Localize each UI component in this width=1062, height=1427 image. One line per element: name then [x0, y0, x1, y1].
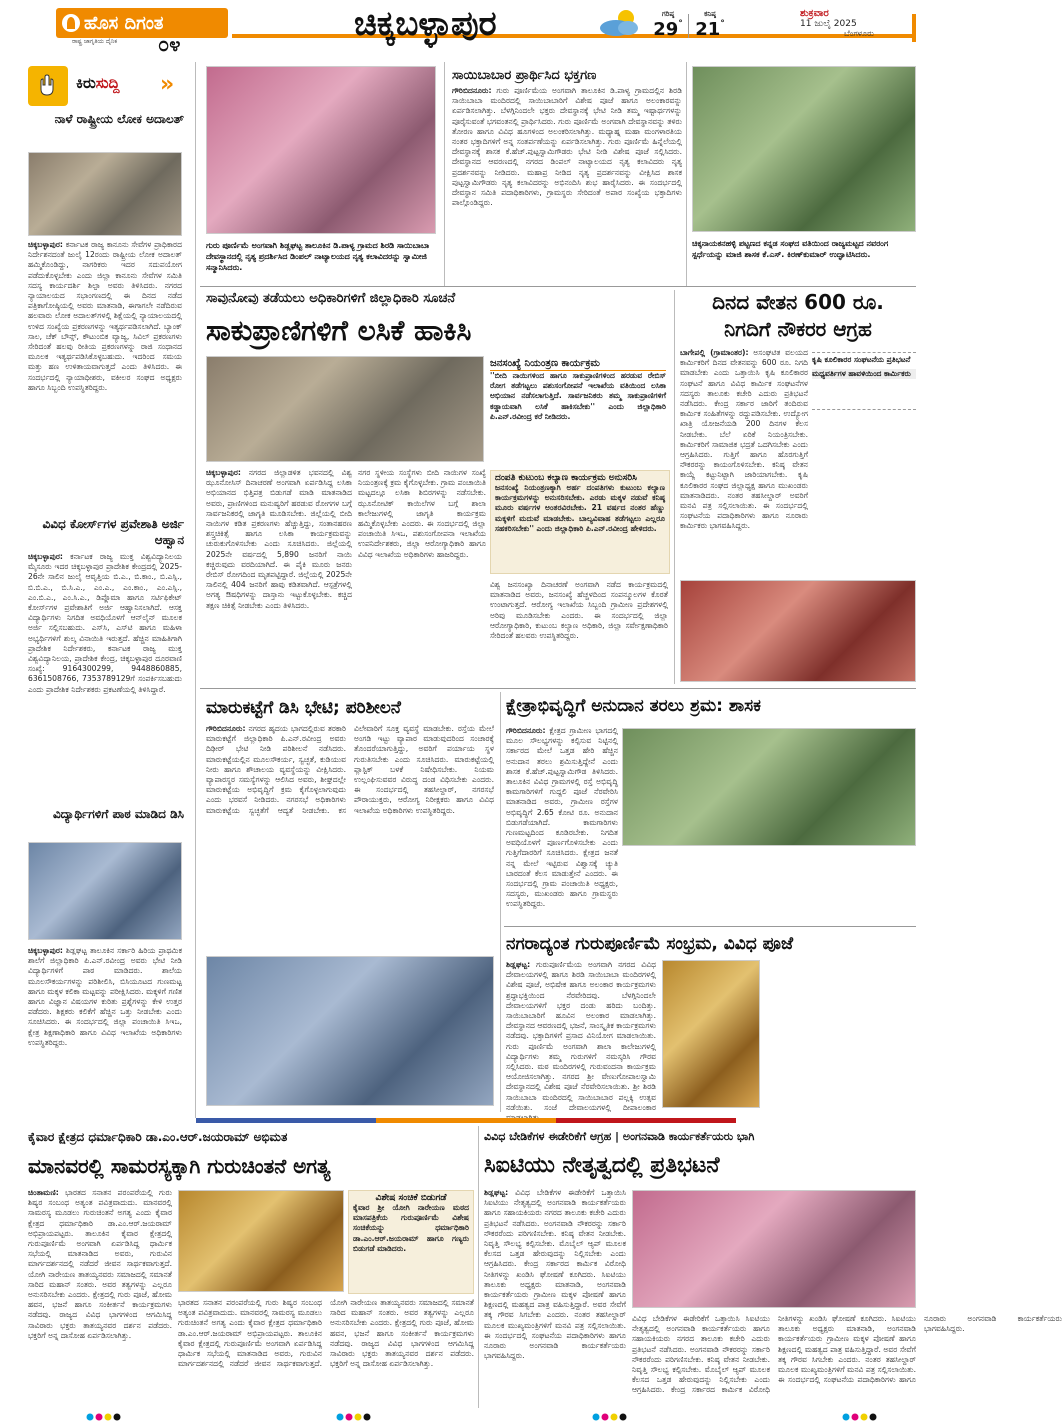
- logo-emblem-icon: [62, 14, 80, 32]
- students-dc-body: ಶಿಡ್ಲಘಟ್ಟ ತಾಲೂಕಿನ ಸರ್ಕಾರಿ ಹಿರಿಯ ಪ್ರಾಥಮಿಕ ಶಾಲೆಗೆ ಜಿಲ್ಲಾಧಿಕಾರಿ ಪಿ.ಎನ್.ರವೀಂದ್ರ ಅವರು ಭೇಟಿ ನೀಡಿ ವಿದ್ಯಾರ್ಥಿಗಳಿಗೆ ಪಾಠ ಮಾಡಿದರು. ಶಾಲೆಯ ಮೂಲಸೌಕರ್ಯಗಳನ್ನು ಪರಿಶೀಲಿಸಿ, ಬಿಸಿಯೂಟದ ಗುಣಮಟ್ಟ ಹಾಗೂ ಮಕ್ಕಳ ಕಲಿಕಾ ಮಟ್ಟವನ್ನು ಪರೀಕ್ಷಿಸಿದರು. ಮಕ್ಕಳಿಗೆ ಗಣಿತ ಹಾಗೂ ವಿಜ್ಞಾನ ವಿಷಯಗಳ ಕುರಿತು ಪ್ರಶ್ನೆಗಳನ್ನು ಕೇಳಿ ಉತ್ತರ ಪಡೆದರು. ಶಿಕ್ಷಕರು ಕಲಿಕೆಗೆ ಹೆಚ್ಚಿನ ಒತ್ತು ನೀಡಬೇಕು ಎಂದು ಸೂಚಿಸಿದರು. ಈ ಸಂದರ್ಭದಲ್ಲಿ ಜಿಲ್ಲಾ ಪಂಚಾಯಿತಿ ಸಿಇಒ, ಕ್ಷೇತ್ರ ಶಿಕ್ಷಣಾಧಿಕಾರಿ ಹಾಗೂ ವಿವಿಧ ಇಲಾಖೆಯ ಅಧಿಕಾರಿಗಳು ಉಪಸ್ಥಿತರಿದ್ದರು.: [28, 946, 182, 1047]
- registration-dot: [852, 1414, 859, 1421]
- dance-caption: ಗುರು ಪೂರ್ಣಿಮೆ ಅಂಗವಾಗಿ ಶಿಡ್ಲಘಟ್ಟ ತಾಲೂಕಿನ ಡಿ.ಪಾಳ್ಯ ಗ್ರಾಮದ ಶಿರಡಿ ಸಾಯಿಬಾಬಾ ದೇವಸ್ಥಾನದಲ್ಲಿ ನೃತ್ಯ ಪ್ರದರ್ಶಿಸಿದ ಡಿಂಪಲ್ ನಾಟ್ಯಾಲಯದ ನೃತ್ಯ ಕಲಾವಿದರನ್ನು ಸ್ವಾಮೀಜಿ ಸನ್ಮಾನಿಸಿದರು.: [206, 241, 430, 272]
- citu-story: [484, 1188, 626, 1402]
- paper-logo: [56, 8, 228, 38]
- students-dc-headline: ವಿದ್ಯಾರ್ಥಿಗಳಿಗೆ ಪಾಠ ಮಾಡಿದ ಡಿಸಿ: [52, 807, 184, 821]
- temp-separator: [688, 14, 689, 38]
- samarasya-headline: ಮಾನವರಲ್ಲಿ ಸಾಮರಸ್ಯಕ್ಕಾಗಿ ಗುರುಚಿಂತನೆ ಅಗತ್ಯ: [28, 1154, 331, 1178]
- wage-body: ಅಸಂಘಟಿತ ವಲಯದ ಕಾರ್ಮಿಕರಿಗೆ ದಿನದ ವೇತನವನ್ನು 600 ರೂ. ನಿಗದಿ ಮಾಡಬೇಕು ಎಂದು ಒತ್ತಾಯಿಸಿ ಕೃಷಿ ಕೂಲಿಕಾರರ ಸಂಘಟನೆ ಹಾಗೂ ವಿವಿಧ ಕಾರ್ಮಿಕ ಸಂಘಟನೆಗಳ ಸದಸ್ಯರು ತಾಲೂಕು ಕಚೇರಿ ಎದುರು ಪ್ರತಿಭಟನೆ ನಡೆಸಿದರು. ಕೇಂದ್ರ ಸರ್ಕಾರ ಜಾರಿಗೆ ತಂದಿರುವ ಕಾರ್ಮಿಕ ಸಂಹಿತೆಗಳನ್ನು ರದ್ದುಪಡಿಸಬೇಕು. ಉದ್ಯೋಗ ಖಾತ್ರಿ ಯೋಜನೆಯಡಿ 200 ದಿನಗಳ ಕೆಲಸ ನೀಡಬೇಕು. ಬೆಲೆ ಏರಿಕೆ ನಿಯಂತ್ರಿಸಬೇಕು. ಕಾರ್ಮಿಕರಿಗೆ ಸಾಮಾಜಿಕ ಭದ್ರತೆ ಒದಗಿಸಬೇಕು ಎಂದು ಆಗ್ರಹಿಸಿದರು. ಗುತ್ತಿಗೆ ಹಾಗೂ ಹೊರಗುತ್ತಿಗೆ ನೌಕರರನ್ನು ಕಾಯಂಗೊಳಿಸಬೇಕು. ಕನಿಷ್ಠ ವೇತನ ಕಾಯ್ದೆ ಕಟ್ಟುನಿಟ್ಟಾಗಿ ಜಾರಿಯಾಗಬೇಕು. ಕೃಷಿ ಕೂಲಿಕಾರರ ಸಂಘದ ಜಿಲ್ಲಾಧ್ಯಕ್ಷ ಹಾಗೂ ಮುಖಂಡರು ಮಾತನಾಡಿದರು. ನಂತರ ತಹಸೀಲ್ದಾರ್ ಅವರಿಗೆ ಮನವಿ ಪತ್ರ ಸಲ್ಲಿಸಲಾಯಿತು. ಈ ಸಂದರ್ಭದಲ್ಲಿ ಸಂಘಟನೆಯ ಪದಾಧಿಕಾರಿಗಳು ಹಾಗೂ ನೂರಾರು ಕಾರ್ಮಿಕರು ಭಾಗವಹಿಸಿದ್ದರು.: [680, 348, 808, 531]
- special-issue-body: ಕೈವಾರ ಶ್ರೀ ಯೋಗಿ ನಾರೇಯಣ ಮಠದ ಮಾಸಪತ್ರಿಕೆಯ ಗುರುಪೂರ್ಣಿಮೆ ವಿಶೇಷ ಸಂಚಿಕೆಯನ್ನು ಧರ್ಮಾಧಿಕಾರಿ ಡಾ.ಎಂ.ಆರ್.ಜಯರಾಮ್ ಹಾಗೂ ಗಣ್ಯರು ಬಿಡುಗಡೆ ಮಾಡಿದರು.: [353, 1203, 469, 1253]
- grant-bottom-rule: [504, 926, 916, 927]
- citu-dateline: ಶಿಡ್ಲಘಟ್ಟ:: [484, 1188, 509, 1197]
- special-issue-box: [348, 1190, 474, 1294]
- saibaba-dateline: ಗೌರಿಬಿದನೂರು:: [452, 86, 492, 95]
- registration-dot: [96, 1414, 103, 1421]
- saibaba-body: ಗುರು ಪೂರ್ಣಿಮೆಯ ಅಂಗವಾಗಿ ತಾಲೂಕಿನ ಡಿ.ಪಾಳ್ಯ ಗ್ರಾಮದಲ್ಲಿನ ಶಿರಡಿ ಸಾಯಿಬಾಬಾ ಮಂದಿರದಲ್ಲಿ ಸಾಯಿಬಾಬಾರಿಗೆ ವಿಶೇಷ ಪೂಜೆ ಹಾಗೂ ಅಲಂಕಾರವನ್ನು ಏರ್ಪಡಿಸಲಾಗಿತ್ತು. ಬೆಳಗ್ಗಿನಿಂದಲೇ ಭಕ್ತರು ದೇವಸ್ಥಾನಕ್ಕೆ ಭೇಟಿ ನೀಡಿ ತಮ್ಮ ಇಷ್ಟಾರ್ಥಗಳನ್ನು ಪೂರೈಸುವಂತೆ ಭಗವಂತನಲ್ಲಿ ಪ್ರಾರ್ಥಿಸಿದರು. ಗುರು ಪೂರ್ಣಿಮೆ ಅಂಗವಾಗಿ ದೇವಸ್ಥಾನವನ್ನು ತಳಿರು ತೋರಣ ಹಾಗೂ ವಿವಿಧ ಹೂಗಳಿಂದ ಅಲಂಕರಿಸಲಾಗಿತ್ತು. ಮಧ್ಯಾಹ್ನ ಮಹಾ ಮಂಗಳಾರತಿಯ ನಂತರ ಭಕ್ತಾದಿಗಳಿಗೆ ಅನ್ನ ಸಂತರ್ಪಣೆಯನ್ನು ಏರ್ಪಡಿಸಲಾಗಿತ್ತು. ಗುರು ಪೂರ್ಣಿಮೆ ಹಿನ್ನೆಲೆಯಲ್ಲಿ ದೇವಸ್ಥಾನಕ್ಕೆ ಶಾಸಕ ಕೆ.ಹೆಚ್.ಪುಟ್ಟಸ್ವಾಮಿಗೌಡರು ಭೇಟಿ ನೀಡಿ ವಿಶೇಷ ಪೂಜೆ ಸಲ್ಲಿಸಿದರು. ದೇವಸ್ಥಾನದ ಆವರಣದಲ್ಲಿ ನಗರದ ಡಿಂಪಲ್ ನಾಟ್ಯಾಲಯದ ನೃತ್ಯ ಕಲಾವಿದರು ನೃತ್ಯ ಪ್ರದರ್ಶನವನ್ನು ನೀಡಿದರು. ಮಹಾಪ್ರ ನೀಡಿದ ನೃತ್ಯ ಪ್ರದರ್ಶನವನ್ನು ವೀಕ್ಷಿಸಿದ ಶಾಸಕ ಪುಟ್ಟಸ್ವಾಮಿಗೌಡರು ನೃತ್ಯ ಕಲಾವಿದರನ್ನು ಅಭಿನಂದಿಸಿ ಶುಭ ಹಾರೈಸಿದರು. ಈ ಸಂದರ್ಭದಲ್ಲಿ ದೇವಸ್ಥಾನ ಸಮಿತಿ ಪದಾಧಿಕಾರಿಗಳು, ಗ್ರಾಮಸ್ಥರು ಸೇರಿದಂತೆ ಅಪಾರ ಸಂಖ್ಯೆಯ ಭಕ್ತಾದಿಗಳು ಪಾಲ್ಗೊಂಡಿದ್ದರು.: [452, 86, 682, 208]
- wage-side-b: ಮಧ್ಯವರ್ತಿಗಳ ಹಾವಳಿಯಿಂದ ಕಾರ್ಮಿಕರು: [812, 369, 916, 379]
- family-welfare-box: [490, 470, 670, 574]
- wage-story: [680, 348, 808, 576]
- citu-photo: [632, 1190, 916, 1308]
- wage-side-a: ಕೃಷಿ ಕೂಲಿಕಾರರ ಸಂಘಟನೆಯ ಪ್ರತಿಭಟನೆ: [812, 355, 911, 364]
- vaccine-body-a: ನಗರದ ಜಿಲ್ಲಾಡಳಿತ ಭವನದಲ್ಲಿ ವಿಶ್ವ ಝೂನೋಸಿಸ್ ದಿನಾಚರಣೆ ಅಂಗವಾಗಿ ಏರ್ಪಡಿಸಿದ್ದ ಲಸಿಕಾ ಅಭಿಯಾನದ ಭಿತ್ತಿಪತ್ರ ಬಿಡುಗಡೆ ಮಾಡಿ ಮಾತನಾಡಿದ ಅವರು, ಪ್ರಾಣಿಗಳಿಂದ ಮನುಷ್ಯರಿಗೆ ಹರಡುವ ರೋಗಗಳ ಬಗ್ಗೆ ಸಾರ್ವಜನಿಕರಲ್ಲಿ ಜಾಗೃತಿ ಮೂಡಿಸಬೇಕು. ಜಿಲ್ಲೆಯಲ್ಲಿ ಬೀದಿ ನಾಯಿಗಳ ಕಡಿತ ಪ್ರಕರಣಗಳು ಹೆಚ್ಚುತ್ತಿದ್ದು, ಸಂತಾನಹರಣ ಶಸ್ತ್ರಚಿಕಿತ್ಸೆ ಹಾಗೂ ಲಸಿಕಾ ಕಾರ್ಯಕ್ರಮವನ್ನು ಚುರುಕುಗೊಳಿಸಬೇಕು ಎಂದು ಸೂಚಿಸಿದರು. ಜಿಲ್ಲೆಯಲ್ಲಿ 2025ನೇ ವರ್ಷದಲ್ಲಿ 5,890 ಜನರಿಗೆ ನಾಯಿ ಕಚ್ಚಿರುವುದು ವರದಿಯಾಗಿದೆ. ಈ ಪೈಕಿ ಮೂರು ಜನರು ರೇಬಿಸ್ ರೋಗದಿಂದ ಮೃತಪಟ್ಟಿದ್ದಾರೆ. ಜಿಲ್ಲೆಯಲ್ಲಿ 2025ನೇ ಸಾಲಿನಲ್ಲಿ 404 ಜನರಿಗೆ ಹಾವು ಕಡಿತವಾಗಿದೆ. ಆಸ್ಪತ್ರೆಗಳಲ್ಲಿ ಅಗತ್ಯ ಔಷಧಿಗಳನ್ನು ದಾಸ್ತಾನು ಇಟ್ಟುಕೊಳ್ಳಬೇಕು. ಕಚ್ಚಿದ ತಕ್ಷಣ ಚಿಕಿತ್ಸೆ ನೀಡಬೇಕು ಎಂದು ತಿಳಿಸಿದರು.: [206, 468, 352, 610]
- market-right-rule: [500, 692, 501, 1112]
- registration-dot: [861, 1414, 868, 1421]
- masthead: [0, 0, 945, 54]
- courses-dateline: ಚಿಕ್ಕಬಳ್ಳಾಪುರ:: [28, 552, 63, 561]
- vaccine-dateline: ಚಿಕ್ಕಬಳ್ಳಾಪುರ:: [206, 468, 241, 477]
- registration-dot: [843, 1414, 850, 1421]
- saibaba-headline: ಸಾಯಿಬಾಬಾರ ಪ್ರಾರ್ಥಿಸಿದ ಭಕ್ತಗಣ: [452, 68, 597, 83]
- middle-row-rule: [200, 688, 916, 689]
- date-block: [800, 8, 908, 39]
- registration-dot: [87, 1414, 94, 1421]
- weather-cloud-icon: [594, 8, 644, 38]
- kiru-label: ಕಿರು: [76, 74, 96, 92]
- section-divider-strip-c: [556, 1118, 736, 1123]
- date-text: 11 ಜುಲೈ 2025: [800, 19, 857, 29]
- chevron-right-icon: »: [160, 72, 175, 97]
- wage-protest-photo: [680, 580, 916, 682]
- samarasya-photo: [178, 1190, 344, 1292]
- students-dc-dateline: ಚಿಕ್ಕಬಳ್ಳಾಪುರ:: [28, 946, 63, 955]
- family-welfare-head: ದಂಪತಿ ಕುಟುಂಬ ಕಲ್ಯಾಣ ಕಾರ್ಯಕ್ರಮ ಅನುಸರಿಸಿ: [495, 473, 637, 483]
- students-dc-photo: [28, 842, 182, 940]
- grant-body: ಕ್ಷೇತ್ರದ ಗ್ರಾಮೀಣ ಭಾಗದಲ್ಲಿ ಮೂಲ ಸೌಲಭ್ಯಗಳನ್ನು ಕಲ್ಪಿಸುವ ನಿಟ್ಟಿನಲ್ಲಿ ಸರ್ಕಾರದ ಮೇಲೆ ಒತ್ತಡ ಹೇರಿ ಹೆಚ್ಚಿನ ಅನುದಾನ ತರಲು ಶ್ರಮಿಸುತ್ತಿದ್ದೇನೆ ಎಂದು ಶಾಸಕ ಕೆ.ಹೆಚ್.ಪುಟ್ಟಸ್ವಾಮಿಗೌಡ ತಿಳಿಸಿದರು. ತಾಲೂಕಿನ ವಿವಿಧ ಗ್ರಾಮಗಳಲ್ಲಿ ರಸ್ತೆ ಅಭಿವೃದ್ಧಿ ಕಾಮಗಾರಿಗಳಿಗೆ ಗುದ್ದಲಿ ಪೂಜೆ ನೆರವೇರಿಸಿ ಮಾತನಾಡಿದ ಅವರು, ಗ್ರಾಮೀಣ ರಸ್ತೆಗಳ ಅಭಿವೃದ್ಧಿಗೆ 2.65 ಕೋಟಿ ರೂ. ಅನುದಾನ ಬಿಡುಗಡೆಯಾಗಿದೆ. ಕಾಮಗಾರಿಗಳು ಗುಣಮಟ್ಟದಿಂದ ಕೂಡಿರಬೇಕು. ನಿಗದಿತ ಅವಧಿಯೊಳಗೆ ಪೂರ್ಣಗೊಳಿಸಬೇಕು ಎಂದು ಗುತ್ತಿಗೆದಾರರಿಗೆ ಸೂಚಿಸಿದರು. ಕ್ಷೇತ್ರದ ಜನತೆ ನನ್ನ ಮೇಲೆ ಇಟ್ಟಿರುವ ವಿಶ್ವಾಸಕ್ಕೆ ಚ್ಯುತಿ ಬಾರದಂತೆ ಕೆಲಸ ಮಾಡುತ್ತೇನೆ ಎಂದರು. ಈ ಸಂದರ್ಭದಲ್ಲಿ ಗ್ರಾಮ ಪಂಚಾಯಿತಿ ಅಧ್ಯಕ್ಷರು, ಸದಸ್ಯರು, ಮುಖಂಡರು ಹಾಗೂ ಗ್ರಾಮಸ್ಥರು ಉಪಸ್ಥಿತರಿದ್ದರು.: [506, 726, 618, 909]
- vaccine-kicker: ಸಾವುನೋವು ತಡೆಯಲು ಅಧಿಕಾರಿಗಳಿಗೆ ಜಿಲ್ಲಾಧಿಕಾರಿ ಸೂಚನೆ: [206, 291, 456, 306]
- top-row-rule: [200, 286, 916, 287]
- students-dc-story: [28, 946, 182, 1108]
- market-story: [206, 724, 494, 950]
- vaccine-body-c: ವಿಶ್ವ ಜನಸಂಖ್ಯಾ ದಿನಾಚರಣೆ ಅಂಗವಾಗಿ ನಡೆದ ಕಾರ್ಯಕ್ರಮದಲ್ಲಿ ಮಾತನಾಡಿದ ಅವರು, ಜನಸಂಖ್ಯೆ ಹೆಚ್ಚಳದಿಂದ ಸಂಪನ್ಮೂಲಗಳ ಕೊರತೆ ಉಂಟಾಗುತ್ತದೆ. ಆರೋಗ್ಯ ಇಲಾಖೆಯ ಸಿಬ್ಬಂದಿ ಗ್ರಾಮೀಣ ಪ್ರದೇಶಗಳಲ್ಲಿ ಅರಿವು ಮೂಡಿಸಬೇಕು ಎಂದರು. ಈ ಸಂದರ್ಭದಲ್ಲಿ ಜಿಲ್ಲಾ ಆರೋಗ್ಯಾಧಿಕಾರಿ, ಕುಟುಂಬ ಕಲ್ಯಾಣ ಅಧಿಕಾರಿ, ಜಿಲ್ಲಾ ಸರ್ವೇಕ್ಷಣಾಧಿಕಾರಿ ಸೇರಿದಂತೆ ಹಲವರು ಉಪಸ್ಥಿತರಿದ್ದರು.: [490, 580, 668, 641]
- samarasya-story-b: [178, 1298, 474, 1402]
- grant-headline: ಕ್ಷೇತ್ರಾಭಿವೃದ್ಧಿಗೆ ಅನುದಾನ ತರಲು ಶ್ರಮ: ಶಾಸಕ: [506, 696, 761, 716]
- city-name: ಬೆಂಗಳೂರು: [844, 29, 874, 38]
- special-issue-head: ವಿಶೇಷ ಸಂಚಿಕೆ ಬಿಡುಗಡೆ: [375, 1193, 447, 1203]
- lok-adalat-headline: ನಾಳೆ ರಾಷ್ಟ್ರೀಯ ಲೋಕ ಅದಾಲತ್: [54, 112, 184, 126]
- bottom-center-rule: [478, 1126, 479, 1408]
- top-rule-b: [686, 62, 687, 286]
- kannada-sangha-photo: [692, 66, 916, 232]
- market-dateline: ಗೌರಿಬಿದನೂರು:: [206, 724, 246, 733]
- top-rule-a: [444, 62, 445, 286]
- samarasya-body: ಭಾರತದ ಸನಾತನ ಪರಂಪರೆಯಲ್ಲಿ ಗುರು ಶಿಷ್ಯರ ಸಂಬಂಧ ಅತ್ಯಂತ ಪವಿತ್ರವಾದುದು. ಮಾನವರಲ್ಲಿ ಸಾಮರಸ್ಯ ಮೂಡಲು ಗುರುಚಿಂತನೆ ಅಗತ್ಯ ಎಂದು ಕೈವಾರ ಕ್ಷೇತ್ರದ ಧರ್ಮಾಧಿಕಾರಿ ಡಾ.ಎಂ.ಆರ್.ಜಯರಾಮ್ ಅಭಿಪ್ರಾಯಪಟ್ಟರು. ತಾಲೂಕಿನ ಕೈವಾರ ಕ್ಷೇತ್ರದಲ್ಲಿ ಗುರುಪೂರ್ಣಿಮೆ ಅಂಗವಾಗಿ ಏರ್ಪಡಿಸಿದ್ದ ಧಾರ್ಮಿಕ ಸಭೆಯಲ್ಲಿ ಮಾತನಾಡಿದ ಅವರು, ಗುರುವಿನ ಮಾರ್ಗದರ್ಶನದಲ್ಲಿ ನಡೆದರೆ ಜೀವನ ಸಾರ್ಥಕವಾಗುತ್ತದೆ. ಯೋಗಿ ನಾರೇಯಣ ತಾತಯ್ಯನವರು ಸಮಾಜದಲ್ಲಿ ಸಮಾನತೆ ಸಾರಿದ ಮಹಾನ್ ಸಂತರು. ಅವರ ತತ್ವಗಳನ್ನು ಎಲ್ಲರೂ ಅನುಸರಿಸಬೇಕು ಎಂದರು. ಕ್ಷೇತ್ರದಲ್ಲಿ ಗುರು ಪೂಜೆ, ಹೋಮ ಹವನ, ಭಜನೆ ಹಾಗೂ ಸಂಕೀರ್ತನೆ ಕಾರ್ಯಕ್ರಮಗಳು ನಡೆದವು. ರಾಜ್ಯದ ವಿವಿಧ ಭಾಗಗಳಿಂದ ಆಗಮಿಸಿದ್ದ ಸಾವಿರಾರು ಭಕ್ತರು ತಾತಯ್ಯನವರ ದರ್ಶನ ಪಡೆದರು. ಭಕ್ತರಿಗೆ ಅನ್ನ ದಾಸೋಹ ಏರ್ಪಡಿಸಲಾಗಿತ್ತು.: [28, 1188, 172, 1340]
- wage-dateline: ಬಾಗೇಪಲ್ಲಿ (ಗ್ರಾಮಾಂತರ):: [680, 348, 749, 357]
- courses-headline: ವಿವಿಧ ಕೋರ್ಸ್‌ಗಳ ಪ್ರವೇಶಾತಿ ಅರ್ಜಿ ಆಹ್ವಾನ: [42, 517, 184, 547]
- courses-body: ಕರ್ನಾಟಕ ರಾಜ್ಯ ಮುಕ್ತ ವಿಶ್ವವಿದ್ಯಾನಿಲಯ ಮೈಸೂರು ಇದರ ಚಿಕ್ಕಬಳ್ಳಾಪುರ ಪ್ರಾದೇಶಿಕ ಕೇಂದ್ರದಲ್ಲಿ 2025-26ನೇ ಸಾಲಿನ ಜುಲೈ ಆವೃತ್ತಿಯ ಬಿ.ಎ., ಬಿ.ಕಾಂ., ಬಿ.ಎಸ್ಸಿ., ಬಿ.ಬಿ.ಎ., ಬಿ.ಸಿ.ಎ., ಎಂ.ಎ., ಎಂ.ಕಾಂ., ಎಂ.ಎಸ್ಸಿ., ಎಂ.ಬಿ.ಎ., ಎಂ.ಸಿ.ಎ., ಡಿಪ್ಲೊಮಾ ಹಾಗೂ ಸರ್ಟಿಫಿಕೇಟ್ ಕೋರ್ಸ್‌ಗಳ ಪ್ರವೇಶಾತಿಗೆ ಅರ್ಜಿ ಆಹ್ವಾನಿಸಲಾಗಿದೆ. ಆಸಕ್ತ ವಿದ್ಯಾರ್ಥಿಗಳು ನಿಗದಿತ ಅವಧಿಯೊಳಗೆ ಆನ್‌ಲೈನ್ ಮೂಲಕ ಅರ್ಜಿ ಸಲ್ಲಿಸಬಹುದು. ಎಸ್‌ಸಿ, ಎಸ್‌ಟಿ ಹಾಗೂ ಮಹಿಳಾ ಅಭ್ಯರ್ಥಿಗಳಿಗೆ ಶುಲ್ಕ ವಿನಾಯಿತಿ ಇರುತ್ತದೆ. ಹೆಚ್ಚಿನ ಮಾಹಿತಿಗಾಗಿ ಪ್ರಾದೇಶಿಕ ನಿರ್ದೇಶಕರು, ಕರ್ನಾಟಕ ರಾಜ್ಯ ಮುಕ್ತ ವಿಶ್ವವಿದ್ಯಾನಿಲಯ, ಪ್ರಾದೇಶಿಕ ಕೇಂದ್ರ, ಚಿಕ್ಕಬಳ್ಳಾಪುರ ದೂರವಾಣಿ ಸಂಖ್ಯೆ: 9164300299, 9448860885, 6361508766, 7353789129ಗೆ ಸಂಪರ್ಕಿಸಬಹುದು ಎಂದು ಪ್ರಾದೇಶಿಕ ನಿರ್ದೇಶಕರು ಪ್ರಕಟಣೆಯಲ್ಲಿ ತಿಳಿಸಿದ್ದಾರೆ.: [28, 552, 182, 694]
- market-photo: [206, 956, 494, 1106]
- family-welfare-body: ಜನಸಂಖ್ಯೆ ನಿಯಂತ್ರಣಕ್ಕಾಗಿ ಅರ್ಹ ದಂಪತಿಗಳು ಕುಟುಂಬ ಕಲ್ಯಾಣ ಕಾರ್ಯಕ್ರಮಗಳನ್ನು ಅನುಸರಿಸಬೇಕು. ಎರಡು ಮಕ್ಕಳ ನಡುವೆ ಕನಿಷ್ಠ ಮೂರು ವರ್ಷಗಳ ಅಂತರವಿರಬೇಕು. 21 ವರ್ಷದ ನಂತರ ಹೆಣ್ಣು ಮಕ್ಕಳಿಗೆ ಮದುವೆ ಮಾಡಬೇಕು. ಬಾಲ್ಯವಿವಾಹ ತಡೆಗಟ್ಟಲು ಎಲ್ಲರೂ ಸಹಕರಿಸಬೇಕು'' ಎಂದು ಜಿಲ್ಲಾಧಿಕಾರಿ ಪಿ.ಎನ್.ರವೀಂದ್ರ ಹೇಳಿದರು.: [495, 483, 665, 533]
- lok-adalat-body: ಕರ್ನಾಟಕ ರಾಜ್ಯ ಕಾನೂನು ಸೇವೆಗಳ ಪ್ರಾಧಿಕಾರದ ನಿರ್ದೇಶನದಂತೆ ಜುಲೈ 12ರಂದು ರಾಷ್ಟ್ರೀಯ ಲೋಕ ಅದಾಲತ್ ಹಮ್ಮಿಕೊಂಡಿದ್ದು, ನಾಗರಿಕರು ಇದರ ಸದುಪಯೋಗ ಪಡೆದುಕೊಳ್ಳಬೇಕು ಎಂದು ಜಿಲ್ಲಾ ಕಾನೂನು ಸೇವೆಗಳ ಸಮಿತಿ ಸದಸ್ಯ ಕಾರ್ಯದರ್ಶಿ ಶಿಲ್ಪಾ ಅವರು ತಿಳಿಸಿದರು. ನಗರದ ನ್ಯಾಯಾಲಯದ ಸಭಾಂಗಣದಲ್ಲಿ ಈ ದಿನದ ನಡೆದ ಪತ್ರಿಕಾಗೋಷ್ಠಿಯಲ್ಲಿ ಅವರು ಮಾತನಾಡಿ, ಈಗಾಗಲೇ ನಡೆದಿರುವ ಹಲವಾರು ಲೋಕ ಅದಾಲತ್‌ಗಳಲ್ಲಿ ಶಿಕ್ಷೆಯಲ್ಲಿ ನ್ಯಾಯಾಲಯದಲ್ಲಿ ಉಳಿದ ಸಂಖ್ಯೆಯ ಪ್ರಕರಣಗಳನ್ನು ಇತ್ಯರ್ಥಪಡಿಸಲಾಗಿದೆ. ಬ್ಯಾಂಕ್ ಸಾಲ, ಚೆಕ್ ಬೌನ್ಸ್, ಕೌಟುಂಬಿಕ ವ್ಯಾಜ್ಯ, ಸಿವಿಲ್ ಪ್ರಕರಣಗಳು ಸೇರಿದಂತೆ ಹಲವು ರೀತಿಯ ಪ್ರಕರಣಗಳನ್ನು ರಾಜಿ ಸಂಧಾನದ ಮೂಲಕ ಇತ್ಯರ್ಥಪಡಿಸಿಕೊಳ್ಳಬಹುದು. ಇದರಿಂದ ಸಮಯ ಮತ್ತು ಹಣ ಉಳಿತಾಯವಾಗುತ್ತದೆ ಎಂದು ತಿಳಿಸಿದರು. ಈ ಸಂದರ್ಭದಲ್ಲಿ ನ್ಯಾಯಾಧೀಶರು, ವಕೀಲರ ಸಂಘದ ಅಧ್ಯಕ್ಷರು ಹಾಗೂ ಸಿಬ್ಬಂದಿ ಉಪಸ್ಥಿತರಿದ್ದರು.: [28, 240, 182, 392]
- registration-dot: [114, 1414, 121, 1421]
- grant-story: [506, 726, 618, 926]
- population-box-head: ಜನಸಂಖ್ಯೆ ನಿಯಂತ್ರಣ ಕಾರ್ಯಕ್ರಮ: [490, 358, 666, 371]
- vaccine-story-a: [206, 468, 352, 682]
- lok-adalat-dateline: ಚಿಕ್ಕಬಳ್ಳಾಪುರ:: [28, 240, 63, 249]
- citu-body: ವಿವಿಧ ಬೇಡಿಕೆಗಳ ಈಡೇರಿಕೆಗೆ ಒತ್ತಾಯಿಸಿ ಸಿಐಟಿಯು ನೇತೃತ್ವದಲ್ಲಿ ಅಂಗನವಾಡಿ ಕಾರ್ಯಕರ್ತೆಯರು ಹಾಗೂ ಸಹಾಯಕಿಯರು ನಗರದ ತಾಲೂಕು ಕಚೇರಿ ಎದುರು ಪ್ರತಿಭಟನೆ ನಡೆಸಿದರು. ಅಂಗನವಾಡಿ ನೌಕರರನ್ನು ಸರ್ಕಾರಿ ನೌಕರರೆಂದು ಪರಿಗಣಿಸಬೇಕು. ಕನಿಷ್ಠ ವೇತನ ನೀಡಬೇಕು. ನಿವೃತ್ತಿ ಸೌಲಭ್ಯ ಕಲ್ಪಿಸಬೇಕು. ಮೊಬೈಲ್ ಆ್ಯಪ್ ಮೂಲಕ ಕೆಲಸದ ಒತ್ತಡ ಹೇರುವುದನ್ನು ನಿಲ್ಲಿಸಬೇಕು ಎಂದು ಆಗ್ರಹಿಸಿದರು. ಕೇಂದ್ರ ಸರ್ಕಾರದ ಕಾರ್ಮಿಕ ವಿರೋಧಿ ನೀತಿಗಳನ್ನು ಖಂಡಿಸಿ ಘೋಷಣೆ ಕೂಗಿದರು. ಸಿಐಟಿಯು ತಾಲೂಕು ಅಧ್ಯಕ್ಷರು ಮಾತನಾಡಿ, ಅಂಗನವಾಡಿ ಕಾರ್ಯಕರ್ತೆಯರು ಗ್ರಾಮೀಣ ಮಕ್ಕಳ ಪೋಷಣೆ ಹಾಗೂ ಶಿಕ್ಷಣದಲ್ಲಿ ಮಹತ್ವದ ಪಾತ್ರ ವಹಿಸುತ್ತಿದ್ದಾರೆ. ಅವರ ಸೇವೆಗೆ ತಕ್ಕ ಗೌರವ ಸಿಗಬೇಕು ಎಂದರು. ನಂತರ ತಹಸೀಲ್ದಾರ್ ಮೂಲಕ ಮುಖ್ಯಮಂತ್ರಿಗಳಿಗೆ ಮನವಿ ಪತ್ರ ಸಲ್ಲಿಸಲಾಯಿತು. ಈ ಸಂದರ್ಭದಲ್ಲಿ ಸಂಘಟನೆಯ ಪದಾಧಿಕಾರಿಗಳು ಹಾಗೂ ನೂರಾರು ಅಂಗನವಾಡಿ ಕಾರ್ಯಕರ್ತೆಯರು ಭಾಗವಹಿಸಿದ್ದರು.: [484, 1188, 627, 1361]
- guru-purnima-dateline: ಶಿಡ್ಲಘಟ್ಟ:: [506, 960, 531, 969]
- market-body: ನಗರದ ಹೃದಯ ಭಾಗದಲ್ಲಿರುವ ತರಕಾರಿ ಮಾರುಕಟ್ಟೆಗೆ ಜಿಲ್ಲಾಧಿಕಾರಿ ಪಿ.ಎನ್.ರವೀಂದ್ರ ಅವರು ದಿಢೀರ್ ಭೇಟಿ ನೀಡಿ ಪರಿಶೀಲನೆ ನಡೆಸಿದರು. ಮಾರುಕಟ್ಟೆಯಲ್ಲಿನ ಮೂಲಸೌಕರ್ಯ, ಸ್ವಚ್ಛತೆ, ಕುಡಿಯುವ ನೀರು ಹಾಗೂ ಶೌಚಾಲಯ ವ್ಯವಸ್ಥೆಯನ್ನು ವೀಕ್ಷಿಸಿದರು. ವ್ಯಾಪಾರಸ್ಥರ ಸಮಸ್ಯೆಗಳನ್ನು ಆಲಿಸಿದ ಅವರು, ಶೀಘ್ರದಲ್ಲೇ ಮಾರುಕಟ್ಟೆಯ ಅಭಿವೃದ್ಧಿಗೆ ಕ್ರಮ ಕೈಗೊಳ್ಳಲಾಗುವುದು ಎಂದು ಭರವಸೆ ನೀಡಿದರು. ನಗರಸಭೆ ಅಧಿಕಾರಿಗಳು ಮಾರುಕಟ್ಟೆಯ ಸ್ವಚ್ಛತೆಗೆ ಆದ್ಯತೆ ನೀಡಬೇಕು. ಕಸ ವಿಲೇವಾರಿಗೆ ಸೂಕ್ತ ವ್ಯವಸ್ಥೆ ಮಾಡಬೇಕು. ರಸ್ತೆಯ ಮೇಲೆ ಅಂಗಡಿ ಇಟ್ಟು ವ್ಯಾಪಾರ ಮಾಡುವುದರಿಂದ ಸಂಚಾರಕ್ಕೆ ತೊಂದರೆಯಾಗುತ್ತಿದ್ದು, ಅವರಿಗೆ ಪರ್ಯಾಯ ಸ್ಥಳ ಗುರುತಿಸಬೇಕು ಎಂದು ಸೂಚಿಸಿದರು. ಮಾರುಕಟ್ಟೆಯಲ್ಲಿ ಪ್ಲಾಸ್ಟಿಕ್ ಬಳಕೆ ನಿಷೇಧಿಸಬೇಕು. ನಿಯಮ ಉಲ್ಲಂಘಿಸುವವರ ವಿರುದ್ಧ ದಂಡ ವಿಧಿಸಬೇಕು ಎಂದರು. ಈ ಸಂದರ್ಭದಲ್ಲಿ ತಹಸೀಲ್ದಾರ್, ನಗರಸಭೆ ಪೌರಾಯುಕ್ತರು, ಆರೋಗ್ಯ ನಿರೀಕ್ಷಕರು ಹಾಗೂ ವಿವಿಧ ಇಲಾಖೆಯ ಅಧಿಕಾರಿಗಳು ಉಪಸ್ಥಿತರಿದ್ದರು.: [206, 724, 494, 815]
- citu-headline: ಸಿಐಟಿಯು ನೇತೃತ್ವದಲ್ಲಿ ಪ್ರತಿಭಟನೆ: [484, 1153, 720, 1178]
- saibaba-story: [452, 86, 682, 282]
- suddi-label: ಸುದ್ದಿ: [95, 74, 120, 92]
- section-divider-strip-b: [376, 1118, 556, 1123]
- guru-purnima-story: [506, 960, 656, 1112]
- samarasya-body-b: ಭಾರತದ ಸನಾತನ ಪರಂಪರೆಯಲ್ಲಿ ಗುರು ಶಿಷ್ಯರ ಸಂಬಂಧ ಅತ್ಯಂತ ಪವಿತ್ರವಾದುದು. ಮಾನವರಲ್ಲಿ ಸಾಮರಸ್ಯ ಮೂಡಲು ಗುರುಚಿಂತನೆ ಅಗತ್ಯ ಎಂದು ಕೈವಾರ ಕ್ಷೇತ್ರದ ಧರ್ಮಾಧಿಕಾರಿ ಡಾ.ಎಂ.ಆರ್.ಜಯರಾಮ್ ಅಭಿಪ್ರಾಯಪಟ್ಟರು. ತಾಲೂಕಿನ ಕೈವಾರ ಕ್ಷೇತ್ರದಲ್ಲಿ ಗುರುಪೂರ್ಣಿಮೆ ಅಂಗವಾಗಿ ಏರ್ಪಡಿಸಿದ್ದ ಧಾರ್ಮಿಕ ಸಭೆಯಲ್ಲಿ ಮಾತನಾಡಿದ ಅವರು, ಗುರುವಿನ ಮಾರ್ಗದರ್ಶನದಲ್ಲಿ ನಡೆದರೆ ಜೀವನ ಸಾರ್ಥಕವಾಗುತ್ತದೆ. ಯೋಗಿ ನಾರೇಯಣ ತಾತಯ್ಯನವರು ಸಮಾಜದಲ್ಲಿ ಸಮಾನತೆ ಸಾರಿದ ಮಹಾನ್ ಸಂತರು. ಅವರ ತತ್ವಗಳನ್ನು ಎಲ್ಲರೂ ಅನುಸರಿಸಬೇಕು ಎಂದರು. ಕ್ಷೇತ್ರದಲ್ಲಿ ಗುರು ಪೂಜೆ, ಹೋಮ ಹವನ, ಭಜನೆ ಹಾಗೂ ಸಂಕೀರ್ತನೆ ಕಾರ್ಯಕ್ರಮಗಳು ನಡೆದವು. ರಾಜ್ಯದ ವಿವಿಧ ಭಾಗಗಳಿಂದ ಆಗಮಿಸಿದ್ದ ಸಾವಿರಾರು ಭಕ್ತರು ತಾತಯ್ಯನವರ ದರ್ಶನ ಪಡೆದರು. ಭಕ್ತರಿಗೆ ಅನ್ನ ದಾಸೋಹ ಏರ್ಪಡಿಸಲಾಗಿತ್ತು.: [178, 1298, 474, 1369]
- max-temp-label: ಗರಿಷ್ಠ: [661, 10, 675, 18]
- market-headline: ಮಾರುಕಟ್ಟೆಗೆ ಡಿಸಿ ಭೇಟಿ; ಪರಿಶೀಲನೆ: [206, 698, 401, 718]
- guru-purnima-photo: [662, 960, 760, 1108]
- registration-dot: [620, 1414, 627, 1421]
- wage-headline-b: ನಿಗದಿಗೆ ನೌಕರರ ಆಗ್ರಹ: [724, 317, 872, 341]
- population-box-body: ''ಬೀದಿ ನಾಯಿಗಳಿಂದ ಹಾಗೂ ಸಾಕುಪ್ರಾಣಿಗಳಿಂದ ಹರಡುವ ರೇಬಿಸ್ ರೋಗ ತಡೆಗಟ್ಟಲು ಪಶುಸಂಗೋಪನೆ ಇಲಾಖೆಯ ವತಿಯಿಂದ ಲಸಿಕಾ ಅಭಿಯಾನ ನಡೆಸಲಾಗುತ್ತಿದೆ. ಸಾರ್ವಜನಿಕರು ತಮ್ಮ ಸಾಕುಪ್ರಾಣಿಗಳಿಗೆ ಕಡ್ಡಾಯವಾಗಿ ಲಸಿಕೆ ಹಾಕಿಸಬೇಕು'' ಎಂದು ಜಿಲ್ಲಾಧಿಕಾರಿ ಪಿ.ಎನ್.ರವೀಂದ್ರ ಕರೆ ನೀಡಿದರು.: [490, 371, 666, 421]
- lok-adalat-photo: [28, 152, 182, 236]
- samarasya-kicker: ಕೈವಾರ ಕ್ಷೇತ್ರದ ಧರ್ಮಾಧಿಕಾರಿ ಡಾ.ಎಂ.ಆರ್.ಜಯರಾಮ್ ಅಭಿಮತ: [28, 1130, 288, 1144]
- left-column-rule: [195, 62, 196, 1118]
- dance-photo: [206, 66, 436, 234]
- hand-icon: [28, 66, 68, 106]
- lok-adalat-story: [28, 240, 182, 510]
- vaccine-story-b: [358, 468, 486, 682]
- paper-name: ಹೊಸ ದಿಗಂತ: [84, 12, 164, 34]
- registration-dot: [870, 1414, 877, 1421]
- wage-sidebar: [812, 352, 916, 410]
- grant-dateline: ಗೌರಿಬಿದನೂರು:: [506, 726, 546, 735]
- vaccine-headline: ಸಾಕುಪ್ರಾಣಿಗಳಿಗೆ ಲಸಿಕೆ ಹಾಕಿಸಿ: [206, 314, 472, 347]
- max-temp-value: 29: [653, 19, 679, 40]
- registration-dot: [337, 1414, 344, 1421]
- registration-dot: [346, 1414, 353, 1421]
- min-temp-label: ಕನಿಷ್ಠ: [704, 10, 716, 18]
- kiru-suddi-badge: [28, 66, 182, 108]
- population-box: [490, 358, 666, 466]
- registration-marks: [0, 1408, 945, 1420]
- samarasya-dateline: ಚಿಂತಾಮಣಿ:: [28, 1188, 59, 1197]
- page-number: ೦೪: [158, 32, 181, 56]
- registration-dot: [611, 1414, 618, 1421]
- day-name: ಶುಕ್ರವಾರ: [800, 8, 829, 19]
- kannada-sangha-caption: ಚಿಕ್ಕನಾಯಕನಹಳ್ಳಿ ಪಟ್ಟಣದ ಕನ್ನಡ ಸಂಘದ ವತಿಯಿಂದ ರಾಜ್ಯಮಟ್ಟದ ನವರಂಗ ಸ್ಪರ್ಧೆಯನ್ನು ಮಾಜಿ ಶಾಸಕ ಕೆ.ಎಸ್. ಕಿರಣ್‌ಕುಮಾರ್ ಉದ್ಘಾಟಿಸಿದರು.: [692, 239, 889, 259]
- citu-story-b: [632, 1314, 1062, 1402]
- registration-dot: [593, 1414, 600, 1421]
- guru-purnima-headline: ನಗರಾದ್ಯಂತ ಗುರುಪೂರ್ಣಿಮೆ ಸಂಭ್ರಮ, ವಿವಿಧ ಪೂಜೆ: [506, 934, 794, 954]
- wage-headline-a: ದಿನದ ವೇತನ 600 ರೂ.: [712, 290, 884, 314]
- vaccine-photo: [206, 356, 484, 462]
- citu-body-b: ವಿವಿಧ ಬೇಡಿಕೆಗಳ ಈಡೇರಿಕೆಗೆ ಒತ್ತಾಯಿಸಿ ಸಿಐಟಿಯು ನೇತೃತ್ವದಲ್ಲಿ ಅಂಗನವಾಡಿ ಕಾರ್ಯಕರ್ತೆಯರು ಹಾಗೂ ಸಹಾಯಕಿಯರು ನಗರದ ತಾಲೂಕು ಕಚೇರಿ ಎದುರು ಪ್ರತಿಭಟನೆ ನಡೆಸಿದರು. ಅಂಗನವಾಡಿ ನೌಕರರನ್ನು ಸರ್ಕಾರಿ ನೌಕರರೆಂದು ಪರಿಗಣಿಸಬೇಕು. ಕನಿಷ್ಠ ವೇತನ ನೀಡಬೇಕು. ನಿವೃತ್ತಿ ಸೌಲಭ್ಯ ಕಲ್ಪಿಸಬೇಕು. ಮೊಬೈಲ್ ಆ್ಯಪ್ ಮೂಲಕ ಕೆಲಸದ ಒತ್ತಡ ಹೇರುವುದನ್ನು ನಿಲ್ಲಿಸಬೇಕು ಎಂದು ಆಗ್ರಹಿಸಿದರು. ಕೇಂದ್ರ ಸರ್ಕಾರದ ಕಾರ್ಮಿಕ ವಿರೋಧಿ ನೀತಿಗಳನ್ನು ಖಂಡಿಸಿ ಘೋಷಣೆ ಕೂಗಿದರು. ಸಿಐಟಿಯು ತಾಲೂಕು ಅಧ್ಯಕ್ಷರು ಮಾತನಾಡಿ, ಅಂಗನವಾಡಿ ಕಾರ್ಯಕರ್ತೆಯರು ಗ್ರಾಮೀಣ ಮಕ್ಕಳ ಪೋಷಣೆ ಹಾಗೂ ಶಿಕ್ಷಣದಲ್ಲಿ ಮಹತ್ವದ ಪಾತ್ರ ವಹಿಸುತ್ತಿದ್ದಾರೆ. ಅವರ ಸೇವೆಗೆ ತಕ್ಕ ಗೌರವ ಸಿಗಬೇಕು ಎಂದರು. ನಂತರ ತಹಸೀಲ್ದಾರ್ ಮೂಲಕ ಮುಖ್ಯಮಂತ್ರಿಗಳಿಗೆ ಮನವಿ ಪತ್ರ ಸಲ್ಲಿಸಲಾಯಿತು. ಈ ಸಂದರ್ಭದಲ್ಲಿ ಸಂಘಟನೆಯ ಪದಾಧಿಕಾರಿಗಳು ಹಾಗೂ ನೂರಾರು ಅಂಗನವಾಡಿ ಕಾರ್ಯಕರ್ತೆಯರು ಭಾಗವಹಿಸಿದ್ದರು.: [632, 1314, 1062, 1395]
- paper-tagline: ರಾಷ್ಟ್ರ ಜಾಗೃತಿಯ ದೈನಿಕ: [72, 38, 118, 45]
- max-temp-degree: °: [678, 19, 683, 29]
- min-temp-value: 21: [695, 19, 721, 40]
- registration-dot: [364, 1414, 371, 1421]
- min-temp-degree: °: [720, 19, 725, 29]
- vaccine-story-c: [490, 580, 668, 682]
- section-title: ಚಿಕ್ಕಬಳ್ಳಾಪುರ: [354, 4, 497, 44]
- section-divider-strip: [196, 1118, 376, 1123]
- min-temp-block: [692, 10, 728, 40]
- vaccine-body-b: ನಗರ ಸ್ಥಳೀಯ ಸಂಸ್ಥೆಗಳು ಬೀದಿ ನಾಯಿಗಳ ಸಂಖ್ಯೆ ನಿಯಂತ್ರಣಕ್ಕೆ ಕ್ರಮ ಕೈಗೊಳ್ಳಬೇಕು. ಗ್ರಾಮ ಪಂಚಾಯಿತಿ ಮಟ್ಟದಲ್ಲೂ ಲಸಿಕಾ ಶಿಬಿರಗಳನ್ನು ನಡೆಸಬೇಕು. ಝೂನೋಟಿಕ್ ಕಾಯಿಲೆಗಳ ಬಗ್ಗೆ ಶಾಲಾ ಕಾಲೇಜುಗಳಲ್ಲಿ ಜಾಗೃತಿ ಕಾರ್ಯಕ್ರಮ ಹಮ್ಮಿಕೊಳ್ಳಬೇಕು ಎಂದರು. ಈ ಸಂದರ್ಭದಲ್ಲಿ ಜಿಲ್ಲಾ ಪಂಚಾಯಿತಿ ಸಿಇಒ, ಪಶುಸಂಗೋಪನಾ ಇಲಾಖೆಯ ಉಪನಿರ್ದೇಶಕರು, ಜಿಲ್ಲಾ ಆರೋಗ್ಯಾಧಿಕಾರಿ ಹಾಗೂ ವಿವಿಧ ಇಲಾಖೆಯ ಅಧಿಕಾರಿಗಳು ಹಾಜರಿದ್ದರು.: [358, 468, 486, 559]
- courses-story: [28, 552, 182, 804]
- grant-photo: [622, 728, 916, 846]
- citu-kicker: ವಿವಿಧ ಬೇಡಿಕೆಗಳ ಈಡೇರಿಕೆಗೆ ಆಗ್ರಹ | ಅಂಗನವಾಡಿ ಕಾರ್ಯಕರ್ತೆಯರು ಭಾಗಿ: [484, 1130, 755, 1143]
- registration-dot: [355, 1414, 362, 1421]
- max-temp-block: [650, 10, 686, 40]
- samarasya-story: [28, 1188, 172, 1402]
- registration-dot: [105, 1414, 112, 1421]
- vaccine-right-rule: [674, 290, 675, 684]
- registration-dot: [602, 1414, 609, 1421]
- masthead-accent-bar: [912, 14, 916, 42]
- guru-purnima-body: ಗುರುಪೂರ್ಣಿಮೆಯ ಅಂಗವಾಗಿ ನಗರದ ವಿವಿಧ ದೇವಾಲಯಗಳಲ್ಲಿ ಹಾಗೂ ಶಿರಡಿ ಸಾಯಿಬಾಬಾ ಮಂದಿರಗಳಲ್ಲಿ ವಿಶೇಷ ಪೂಜೆ, ಅಭಿಷೇಕ ಹಾಗೂ ಅಲಂಕಾರ ಕಾರ್ಯಕ್ರಮಗಳು ಶ್ರದ್ಧಾಭಕ್ತಿಯಿಂದ ನೆರವೇರಿದವು. ಬೆಳಗ್ಗಿನಿಂದಲೇ ದೇವಾಲಯಗಳಿಗೆ ಭಕ್ತರ ದಂಡು ಹರಿದು ಬಂದಿತ್ತು. ಸಾಯಿಬಾಬಾರಿಗೆ ಹೂವಿನ ಅಲಂಕಾರ ಮಾಡಲಾಗಿತ್ತು. ದೇವಸ್ಥಾನದ ಆವರಣದಲ್ಲಿ ಭಜನೆ, ಸಾಂಸ್ಕೃತಿಕ ಕಾರ್ಯಕ್ರಮಗಳು ನಡೆದವು. ಭಕ್ತಾದಿಗಳಿಗೆ ಪ್ರಸಾದ ವಿನಿಯೋಗ ಮಾಡಲಾಯಿತು. ಗುರು ಪೂರ್ಣಿಮೆ ಅಂಗವಾಗಿ ಶಾಲಾ ಕಾಲೇಜುಗಳಲ್ಲಿ ವಿದ್ಯಾರ್ಥಿಗಳು ತಮ್ಮ ಗುರುಗಳಿಗೆ ನಮಸ್ಕರಿಸಿ ಗೌರವ ಸಲ್ಲಿಸಿದರು. ಮಠ ಮಂದಿರಗಳಲ್ಲಿ ಗುರುವಂದನಾ ಕಾರ್ಯಕ್ರಮ ಆಯೋಜಿಸಲಾಗಿತ್ತು. ನಗರದ ಶ್ರೀ ವೇಣುಗೋಪಾಲಸ್ವಾಮಿ ದೇವಸ್ಥಾನದಲ್ಲಿ ವಿಶೇಷ ಪೂಜೆ ನೆರವೇರಿಸಲಾಯಿತು. ಶ್ರೀ ಶಿರಡಿ ಸಾಯಿಬಾಬಾ ಮಂದಿರದಲ್ಲಿ ಸಾಯಿಬಾಬಾರ ಪಲ್ಲಕ್ಕಿ ಉತ್ಸವ ನಡೆಯಿತು. ಸಂಜೆ ದೇವಾಲಯಗಳಲ್ಲಿ ದೀಪಾಲಂಕಾರ: [506, 960, 656, 1112]
